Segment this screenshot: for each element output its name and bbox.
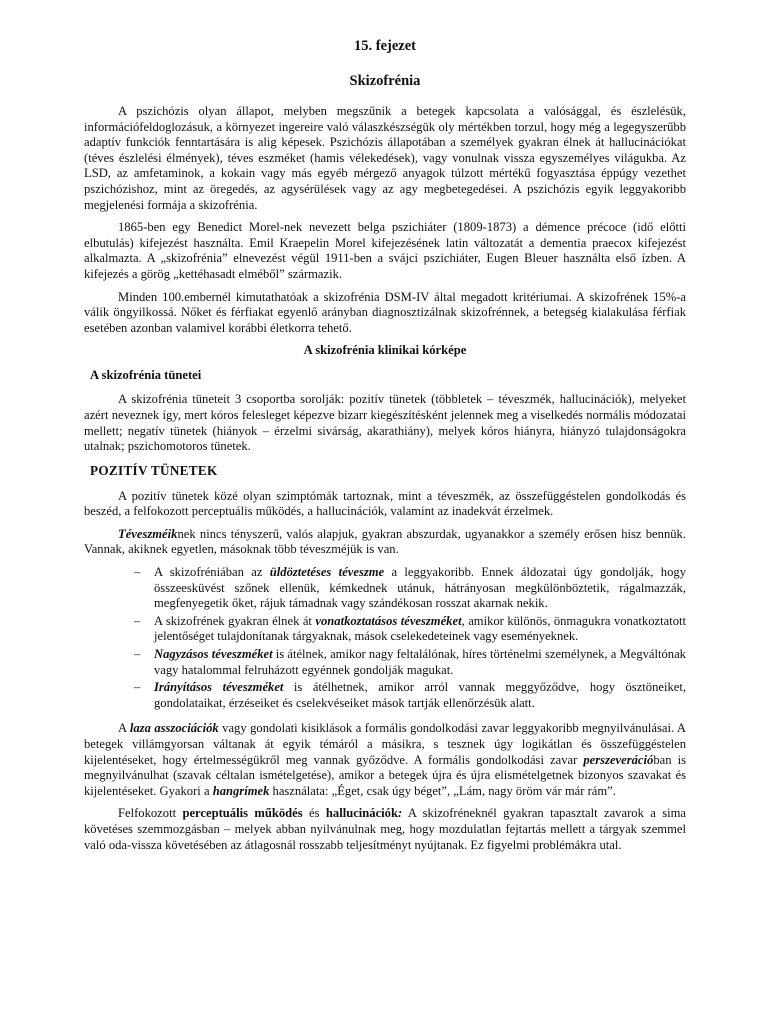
paragraph-text: A xyxy=(118,721,130,736)
positive-intro-paragraph: A pozitív tünetek közé olyan szimptómák tartoznak, mint a téveszmék, az összefüggéstelen gondolkodás és beszéd, a felfokozott perceptuális működés, a hallucinációk, valamint az inadekvát érzelmek. xyxy=(84,488,686,519)
intro-paragraph-3: Minden 100.embernél kimutathatóak a skizofrénia DSM-IV által megadott kritériumai. A skizofrének 15%-a válik öngyilkossá. Nőket és férfiakat egyenlő arányban diagnosztizálnak skizofrénnek, a betegség kialakulása férfiak esetében azonban valamivel korábbi életkorra tehető. xyxy=(84,289,686,335)
list-item xyxy=(136,680,686,711)
list-item-term: Irányításos téveszméket xyxy=(154,680,284,695)
paragraph-text: A skizofréneknél gyakran tapasztalt zavarok a sima követéses szemmozgásban – melyek abban nyilvánulnak meg, hogy mozdulatlan fejtartás mellett a tárgyak szemmel való oda-vissza követésében az átlagosnál rosszabb teljesítményt nyújtanak. Ez figyelmi problémákra utal. xyxy=(84,806,686,852)
chapter-number: 15. fejezet xyxy=(354,38,416,54)
list-item-text: is átélnek, amikor nagy feltalálónak, híres történelmi személynek, a Megváltónak vagy hatalommal felruházott egyénnek gondolják magukat. xyxy=(154,647,686,677)
delusions-text: nek nincs tényszerű, valós alapjuk, gyakran abszurdak, ugyanakkor a személy erősen hisz bennük. Vannak, akiknek egyetlen, másoknak több téveszméjük is van. xyxy=(84,526,686,557)
list-item xyxy=(136,565,686,612)
intro-paragraph-2: 1865-ben egy Benedict Morel-nek nevezett belga pszichiáter (1809-1873) a démence précoce (idő előtti elbutulás) kifejezést használta. Emil Kraepelin Morel kifejezésének latin változatát a dementia praecox kifejezést alkalmazta. A „skizofrénia” elnevezést végül 1911-ben a svájci pszichiáter, Eugen Bleuer használta első ízben. A kifejezés a görög „kettéhasadt elméből” származik. xyxy=(84,220,686,281)
list-item-text: is átélhetnek, amikor arról vannak meggyőződve, hogy ösztöneiket, gondolataikat, érzéseiket és cselekvéseiket mások tartják ellenőrzésük alatt. xyxy=(154,680,687,710)
list-item-text: , amikor különös, önmagukra vonatkoztatott jelentőséget tulajdonítanak tárgyaknak, mások cselekedeteinek vagy eseményeknek. xyxy=(154,613,686,644)
symptoms-paragraph: A skizofrénia tüneteit 3 csoportba sorolják: pozitív tünetek (többletek – téveszmék, hallucinációk), melyeket azért neveznek így, mert kóros felesleget képezve bizarr kiegészítésként jelennek meg a viselkedés normális módozatai mellett; negatív tünetek (hiányok – érzelmi sivárság, akarathiány), melyek kóros hiányra, hiányzó tulajdonságokra utalnak; pszichomotoros tünetek. xyxy=(84,392,686,454)
paragraph-text: és xyxy=(302,806,326,821)
subsection-heading: A skizofrénia tünetei xyxy=(90,368,202,383)
delusion-types-list xyxy=(84,565,686,711)
delusions-paragraph xyxy=(84,527,686,558)
list-item-text: A skizofréniában az xyxy=(154,565,270,580)
chapter-title: Skizofrénia xyxy=(349,73,421,89)
paragraph-text: Felfokozott xyxy=(118,806,183,821)
paragraph-text: használata: „Éget, csak úgy béget”, „Lám, nagy öröm vár már rám”. xyxy=(269,783,616,798)
list-item-text: a leggyakoribb. Ennek áldozatai úgy gondolják, hogy összeesküvést szőnek ellenük, kémkednek utánuk, hátrányosan megkülönböztetik, rágalmazzák, megfenyegetik őket, rájuk támadnak vagy szándékosan rosszat akarnak nekik. xyxy=(154,565,686,611)
colon-mark: : xyxy=(397,806,403,821)
hallucinations-term: hallucinációk xyxy=(325,806,398,821)
list-item-term: vonatkoztatásos téveszméket xyxy=(315,613,462,628)
clang-associations-term: hangrímek xyxy=(212,783,270,798)
list-item-term: Nagyzásos téveszméket xyxy=(154,647,273,662)
paragraph-text: ban is megnyilvánulhat (szavak céltalan ismételgetése), amikor a betegek újra és újra elismételgetnek bizonyos szavakat és kijelentéseket. Gyakori a xyxy=(84,752,686,798)
perceptual-term: perceptuális működés xyxy=(182,806,303,821)
list-item-term: üldöztetéses téveszme xyxy=(269,565,385,580)
loose-associations-term: laza asszociációk xyxy=(129,721,219,736)
loose-associations-paragraph xyxy=(84,721,686,799)
perceptual-paragraph xyxy=(84,806,686,853)
perseveration-term: perszeveráció xyxy=(583,752,654,767)
list-item-text: A skizofrének gyakran élnek át xyxy=(154,613,316,628)
intro-paragraph-1: A pszichózis olyan állapot, melyben megszűnik a betegek kapcsolata a valósággal, és észlelésük, információfeldoglozásuk, a környezet ingereire való válaszkészségük oly mértékben torzul, hogy még a legegyszerűbb adaptív funkciók fenntartására is alig képesek. Pszichózis állapotában a személyek gyakran élnek át hallucinációkat (téves észlelési élmények), téves eszméket (hamis vélekedések), vagy vonulnak vissza egyszemélyes világukba. Az LSD, az amfetaminok, a kokain vagy más egyéb mérgező anyagok túlzott mértékű fogyasztása éppúgy vezethet pszichózishoz, mint az öregedés, az agysérülések vagy az agy megbetegedései. A pszichózis egyik leggyakoribb megjelenési formája a skizofrénia. xyxy=(84,104,686,212)
paragraph-text: vagy gondolati kisiklások a formális gondolkodási zavar leggyakoribb megnyilvánulásai. A betegek villámgyorsan váltanak át egyik témáról a másikra, s tesznek úgy logikátlan és összefüggéstelen kijelentéseket, hogy értelmességükről meg vannak győződve. A formális gondolkodási zavar xyxy=(84,721,686,767)
delusions-term: Téveszméik xyxy=(118,526,178,541)
list-item xyxy=(136,614,686,645)
section-heading: A skizofrénia klinikai kórképe xyxy=(303,343,467,358)
positive-symptoms-heading: POZITÍV TÜNETEK xyxy=(90,462,218,478)
list-item xyxy=(136,647,686,678)
